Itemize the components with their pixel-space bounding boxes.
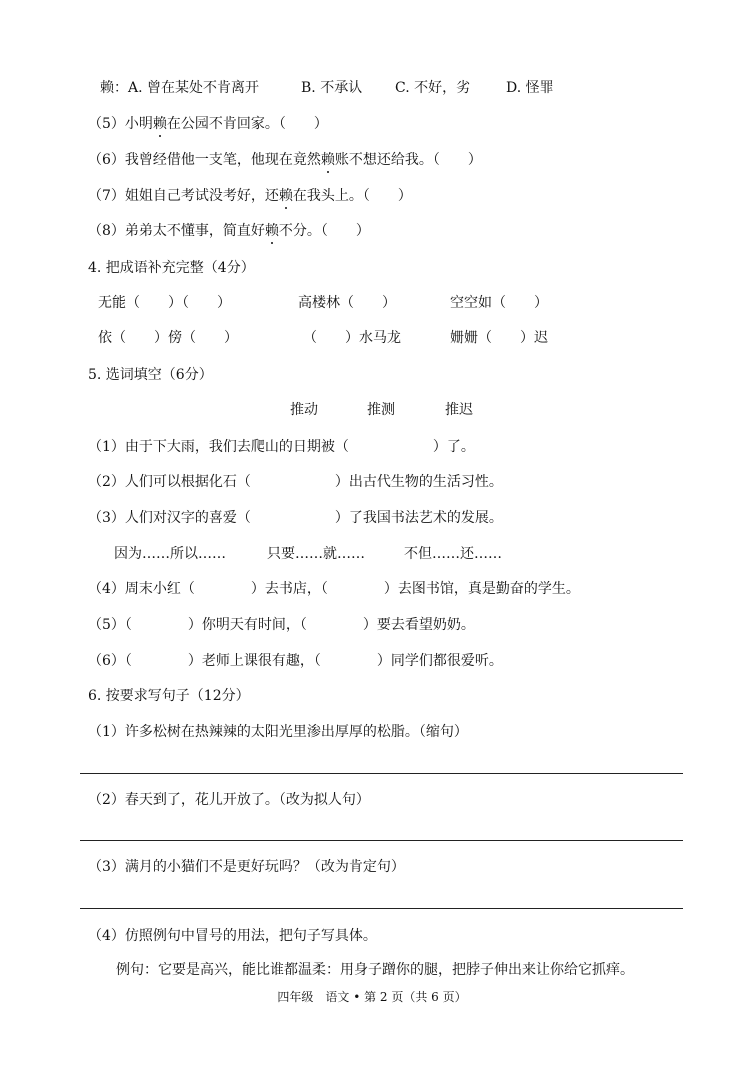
q5-item-1: （1）由于下大雨，我们去爬山的日期被（ ）了。 — [88, 439, 475, 455]
conjunction-option: 因为……所以…… — [114, 546, 226, 562]
emphasis-char: 赖 — [278, 188, 293, 204]
lai-item-7: （7）姐姐自己考试没考好，还赖在我头上。（ ） — [88, 188, 412, 204]
q5-item-3: （3）人们对汉字的喜爱（ ）了我国书法艺术的发展。 — [88, 510, 503, 526]
q6-title: 6. 按要求写句子（12分） — [88, 688, 250, 704]
q5-item-4: （4）周末小红（ ）去书店，（ ）去图书馆，真是勤奋的学生。 — [88, 581, 580, 597]
lai-definition-lead: 赖： — [100, 80, 128, 96]
conjunction-option: 只要……就…… — [267, 546, 365, 562]
word-option: 推迟 — [445, 402, 473, 418]
idiom-blank: 姗姗（ ）迟 — [450, 330, 548, 346]
q5-item-2: （2）人们可以根据化石（ ）出古代生物的生活习性。 — [88, 474, 503, 490]
q6-item-3: （3）满月的小猫们不是更好玩吗？（改为肯定句） — [88, 859, 405, 875]
answer-line[interactable] — [80, 908, 683, 909]
lai-item-6: （6）我曾经借他一支笔，他现在竟然赖账不想还给我。（ ） — [88, 152, 482, 168]
conjunction-option: 不但……还…… — [404, 546, 502, 562]
lai-option-b: B. 不承认 — [301, 80, 363, 96]
answer-line[interactable] — [80, 840, 683, 841]
q5-item-6: （6）（ ）老师上课很有趣，（ ）同学们都很爱听。 — [88, 653, 503, 669]
idiom-blank: 空空如（ ） — [450, 295, 548, 311]
idiom-blank: 无能（ ）（ ） — [98, 295, 231, 311]
emphasis-char: 赖 — [264, 223, 279, 239]
q5-item-5: （5）（ ）你明天有时间，（ ）要去看望奶奶。 — [88, 617, 475, 633]
lai-option-d: D. 怪罪 — [506, 80, 554, 96]
q5-title: 5. 选词填空（6分） — [88, 367, 213, 383]
q6-item-4: （4）仿照例句中冒号的用法，把句子写具体。 — [88, 928, 377, 944]
idiom-blank: （ ）水马龙 — [303, 330, 401, 346]
lai-item-8: （8）弟弟太不懂事，简直好赖不分。（ ） — [88, 223, 370, 239]
lai-option-a: A. 曾在某处不肯离开 — [128, 80, 260, 96]
page-footer: 四年级 语文 • 第 2 页（共 6 页） — [277, 990, 467, 1004]
word-option: 推动 — [290, 402, 318, 418]
idiom-blank: 高楼林（ ） — [298, 295, 396, 311]
lai-option-c: C. 不好，劣 — [395, 80, 471, 96]
q6-example-sentence: 例句：它要是高兴，能比谁都温柔：用身子蹭你的腿，把脖子伸出来让你给它抓痒。 — [116, 962, 634, 978]
emphasis-char: 赖 — [320, 152, 335, 168]
lai-item-5: （5）小明赖在公园不肯回家。（ ） — [88, 116, 328, 132]
q4-title: 4. 把成语补充完整（4分） — [88, 260, 255, 276]
q6-item-1: （1）许多松树在热辣辣的太阳光里渗出厚厚的松脂。（缩句） — [88, 724, 468, 740]
answer-line[interactable] — [80, 773, 683, 774]
emphasis-char: 赖 — [152, 116, 167, 132]
q6-item-2: （2）春天到了，花儿开放了。（改为拟人句） — [88, 792, 370, 808]
idiom-blank: 依（ ）傍（ ） — [98, 330, 238, 346]
word-option: 推测 — [367, 402, 395, 418]
